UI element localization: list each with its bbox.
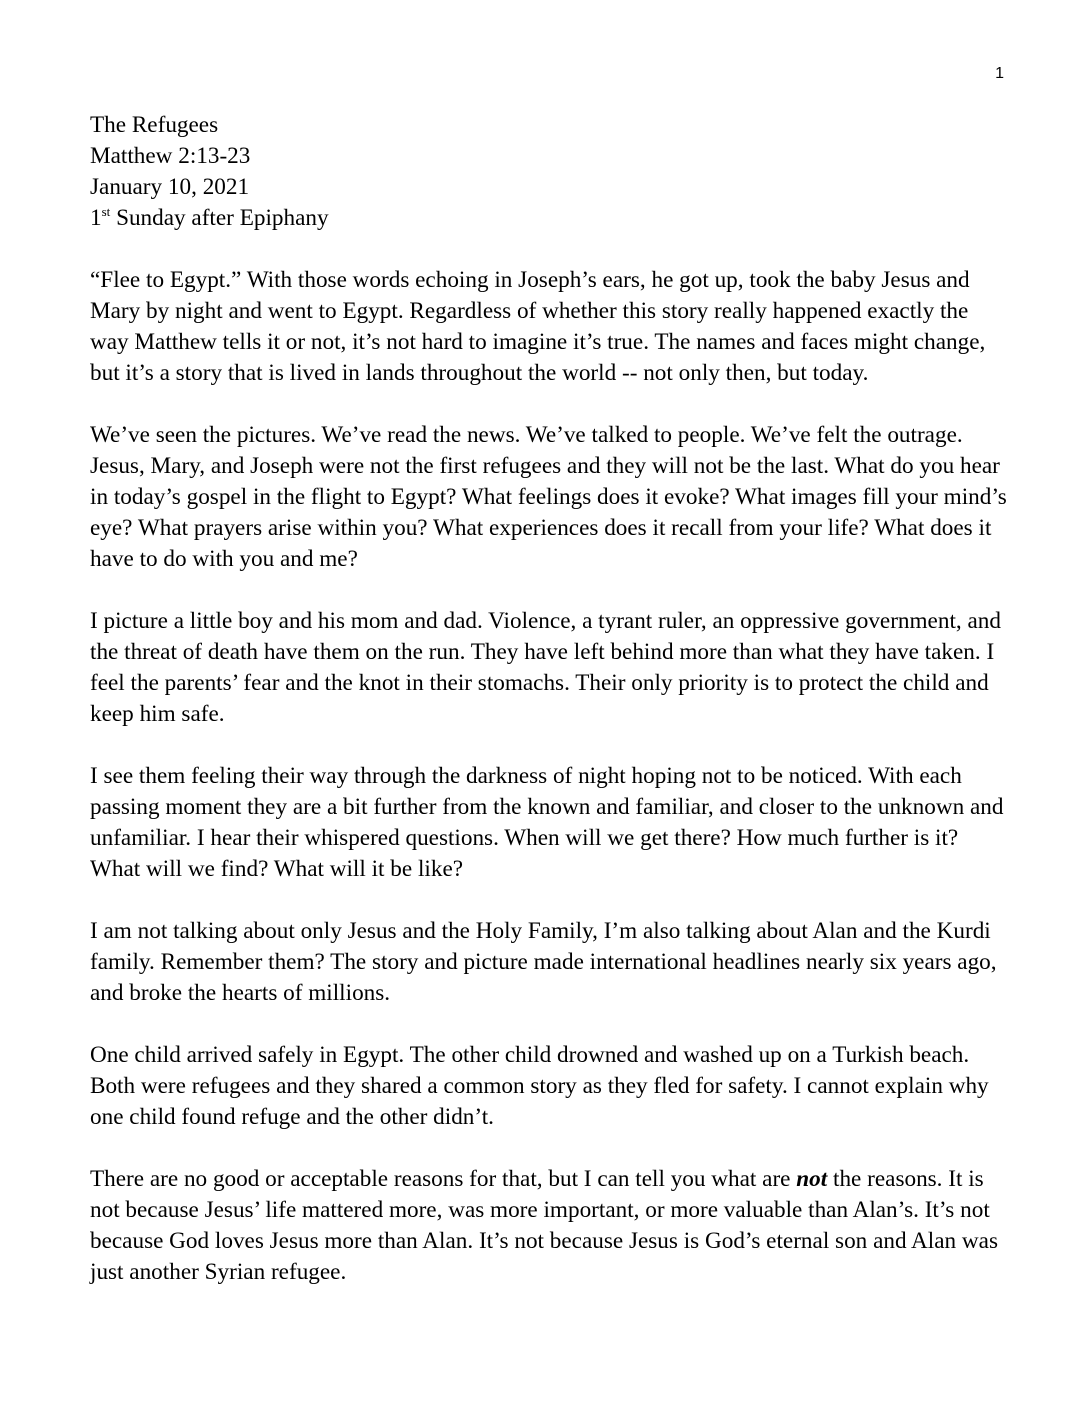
paragraph-7-end: the reasons. It is not because Jesus’ life mattered more, was more important, or more valuable than Alan’s. It’s not because God loves Jesus more than Alan. It’s not because Jesus is God’s eternal son and Alan was just another Syrian refugee. [90,1166,998,1285]
occasion-suffix: st [101,204,111,219]
liturgical-occasion [90,203,1010,234]
paragraph-1: “Flee to Egypt.” With those words echoing in Joseph’s ears, he got up, took the baby Jesus and Mary by night and went to Egypt. Regardless of whether this story really happened exactly the way Matthew tells it or not, it’s not hard to imagine it’s true. The names and faces might change, but it’s a story that is lived in lands throughout the world -- not only then, but today. [90,267,986,386]
paragraph-7 [90,1164,1010,1288]
paragraph-3: I picture a little boy and his mom and dad. Violence, a tyrant ruler, an oppressive government, and the threat of death have them on the run. They have left behind more than what they have taken. I feel the parents’ fear and the knot in their stomachs. Their only priority is to protect the child and keep him safe. [90,608,1001,727]
paragraph-4: I see them feeling their way through the darkness of night hoping not to be noticed. With each passing moment they are a bit further from the known and familiar, and closer to the unknown and unfamiliar. I hear their whispered questions. When will we get there? How much further is it? What will we find? What will it be like? [90,763,1004,882]
sermon-header [90,110,1010,234]
emphasized-word: not [796,1166,828,1192]
paragraph-2: We’ve seen the pictures. We’ve read the news. We’ve talked to people. We’ve felt the outrage. Jesus, Mary, and Joseph were not the first refugees and they will not be the last. What do you hear in today’s gospel in the flight to Egypt? What feelings does it evoke? What images fill your mind’s eye? What prayers arise within you? What experiences does it recall from your life? What does it have to do with you and me? [90,422,1007,572]
paragraph-6: One child arrived safely in Egypt. The other child drowned and washed up on a Turkish beach. Both were refugees and they shared a common story as they fled for safety. I cannot explain why one child found refuge and the other didn’t. [90,1042,989,1130]
page-number: 1 [995,65,1004,82]
occasion-rest: Sunday after Epiphany [110,205,329,231]
sermon-body [90,110,1010,1319]
scripture-reference: Matthew 2:13-23 [90,143,251,169]
occasion-ordinal: 1 [90,205,102,231]
sermon-title: The Refugees [90,112,219,138]
paragraph-5: I am not talking about only Jesus and the Holy Family, I’m also talking about Alan and the Kurdi family. Remember them? The story and picture made international headlines nearly six years ago, and broke the hearts of millions. [90,918,997,1006]
paragraph-7-start: There are no good or acceptable reasons for that, but I can tell you what are [90,1166,797,1192]
sermon-date: January 10, 2021 [90,174,250,200]
